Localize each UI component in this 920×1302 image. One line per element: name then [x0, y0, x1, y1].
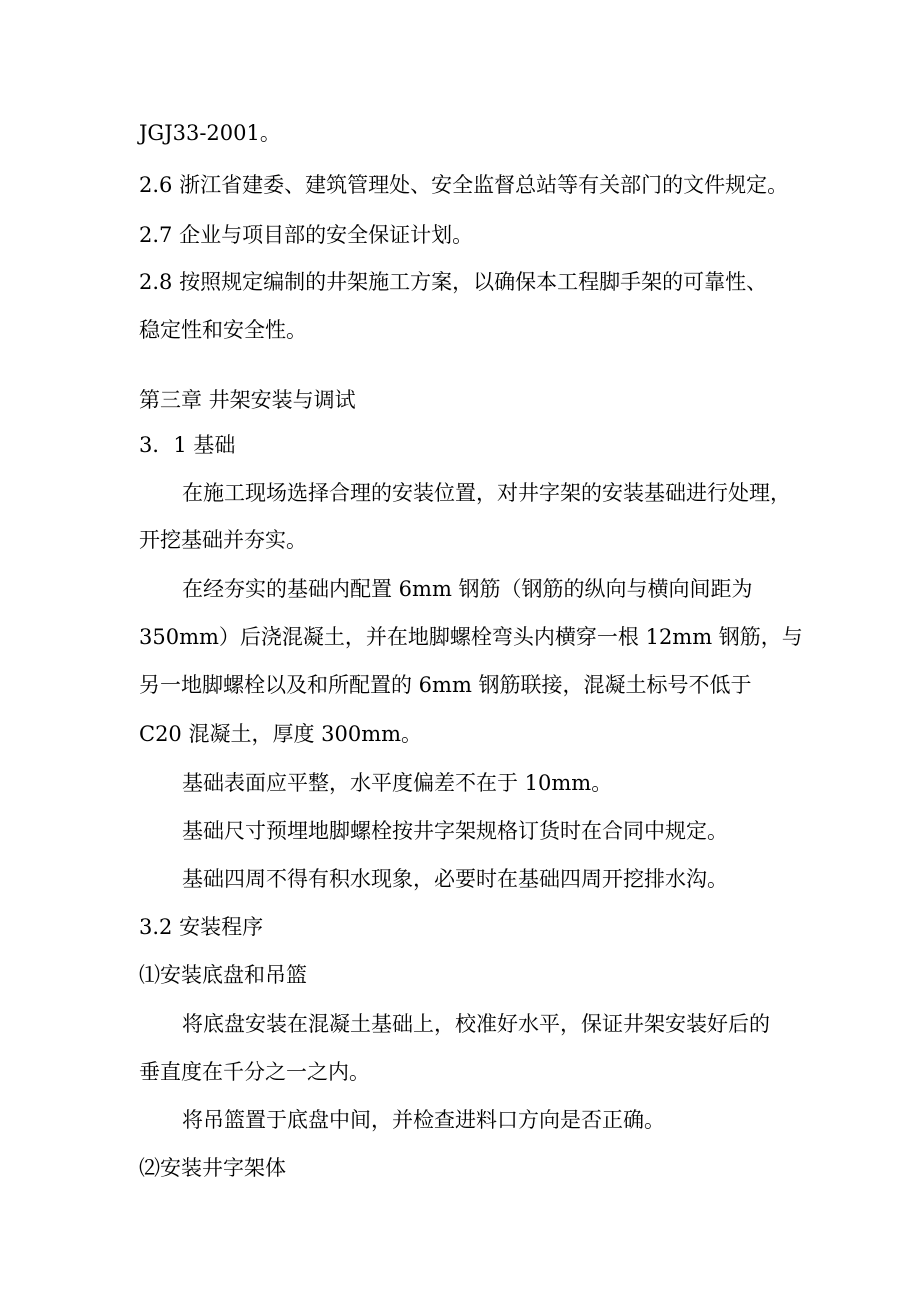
step-2-heading: ⑵安装井字架体 [139, 1156, 286, 1180]
foundation-paragraph-4: 基础尺寸预埋地脚螺栓按井字架规格订货时在合同中规定。 [182, 819, 728, 843]
step-1-paragraph-1-continued: 垂直度在千分之一之内。 [139, 1060, 370, 1084]
clause-2-8: 2.8 按照规定编制的井架施工方案，以确保本工程脚手架的可靠性、 [139, 270, 768, 294]
clause-2-7: 2.7 企业与项目部的安全保证计划。 [139, 223, 474, 247]
clause-2-8-continued: 稳定性和安全性。 [139, 318, 307, 342]
foundation-paragraph-2-line-3: 另一地脚螺栓以及和所配置的 6mm 钢筋联接，混凝土标号不低于 [139, 673, 752, 697]
foundation-paragraph-2-line-2: 350mm）后浇混凝土，并在地脚螺栓弯头内横穿一根 12mm 钢筋，与 [139, 625, 803, 649]
foundation-paragraph-3: 基础表面应平整，水平度偏差不在于 10mm。 [182, 771, 613, 795]
foundation-paragraph-2: 在经夯实的基础内配置 6mm 钢筋（钢筋的纵向与横向间距为 [182, 577, 753, 601]
foundation-paragraph-1: 在施工现场选择合理的安装位置，对井字架的安装基础进行处理， [182, 481, 791, 505]
foundation-paragraph-1-continued: 开挖基础并夯实。 [139, 528, 307, 552]
foundation-paragraph-5: 基础四周不得有积水现象，必要时在基础四周开挖排水沟。 [182, 867, 728, 891]
clause-2-6: 2.6 浙江省建委、建筑管理处、安全监督总站等有关部门的文件规定。 [139, 173, 789, 197]
step-1-paragraph-2: 将吊篮置于底盘中间，并检查进料口方向是否正确。 [182, 1108, 665, 1132]
step-1-heading: ⑴安装底盘和吊篮 [139, 963, 307, 987]
step-1-paragraph-1: 将底盘安装在混凝土基础上，校准好水平，保证井架安装好后的 [182, 1012, 770, 1036]
section-3-2-heading: 3.2 安装程序 [139, 915, 264, 939]
section-3-1-heading: 3．1 基础 [139, 433, 236, 457]
foundation-paragraph-2-line-4: C20 混凝土，厚度 300mm。 [139, 722, 423, 746]
standard-code-line: JGJ33-2001。 [139, 121, 281, 145]
chapter-heading: 第三章 井架安装与调试 [139, 388, 356, 412]
